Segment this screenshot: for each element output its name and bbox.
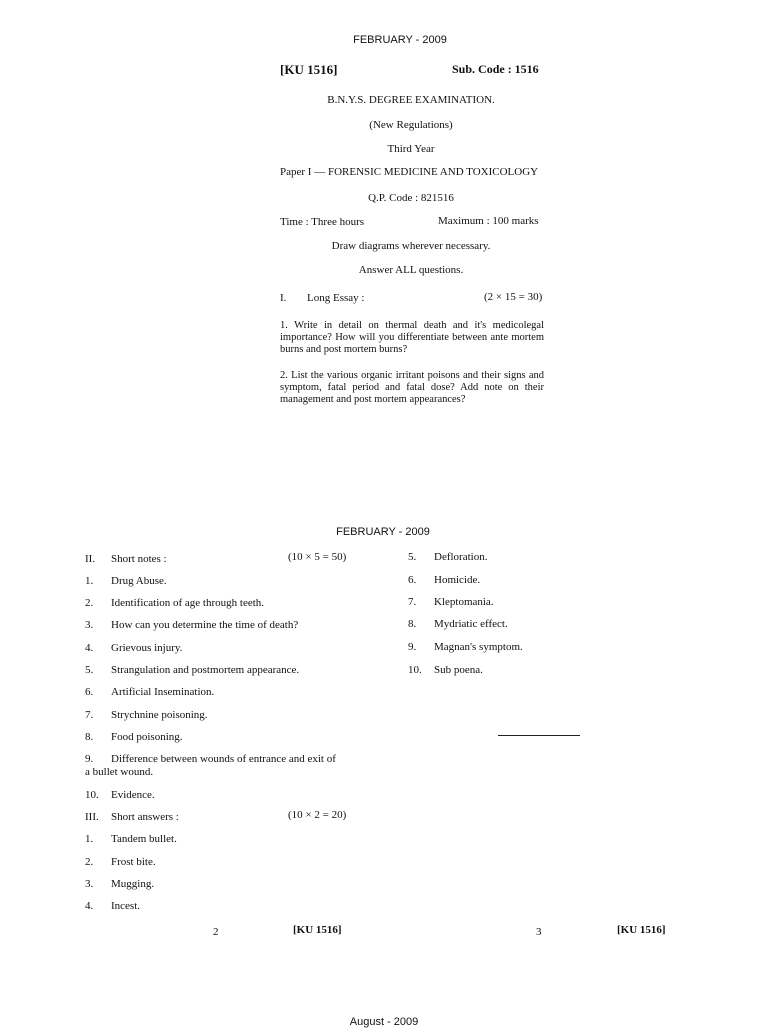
page1-header-date: FEBRUARY - 2009 bbox=[353, 34, 447, 46]
list-item: Strychnine poisoning. bbox=[111, 709, 208, 721]
paper-code: [KU 1516] bbox=[280, 62, 338, 77]
list-item: Magnan's symptom. bbox=[434, 641, 523, 653]
list-item-number: 8. bbox=[85, 731, 94, 743]
list-item: Sub poena. bbox=[434, 664, 483, 676]
list-item-number: 7. bbox=[408, 596, 417, 608]
page2-header-date: FEBRUARY - 2009 bbox=[336, 526, 430, 538]
list-item-number: 7. bbox=[85, 709, 94, 721]
list-item: Kleptomania. bbox=[434, 596, 494, 608]
section3-marks: (10 × 2 = 20) bbox=[288, 809, 347, 821]
exam-title: B.N.Y.S. DEGREE EXAMINATION. bbox=[327, 94, 495, 106]
list-item-number: 2. bbox=[85, 856, 94, 868]
list-item-number: 6. bbox=[408, 574, 417, 586]
footer-right-code: [KU 1516] bbox=[617, 924, 666, 936]
list-item: Incest. bbox=[111, 900, 141, 912]
section1-marks: (2 × 15 = 30) bbox=[484, 291, 543, 303]
section1-num: I. bbox=[280, 292, 287, 304]
regulations: (New Regulations) bbox=[369, 119, 453, 131]
list-item-number: 6. bbox=[85, 686, 94, 698]
list-item: Frost bite. bbox=[111, 856, 156, 868]
list-item-number: 5. bbox=[85, 664, 94, 676]
list-item-number: 3. bbox=[85, 878, 94, 890]
footer-right-page-number: 3 bbox=[536, 926, 542, 938]
section3-num: III. bbox=[85, 811, 99, 823]
list-item: Artificial Insemination. bbox=[111, 686, 215, 698]
instruction-diagrams: Draw diagrams wherever necessary. bbox=[331, 240, 491, 252]
list-item-number: 9. bbox=[408, 641, 417, 653]
section1-title: Long Essay : bbox=[307, 292, 365, 304]
time-allowed: Time : Three hours bbox=[280, 216, 365, 228]
year: Third Year bbox=[387, 143, 435, 155]
section3-title: Short answers : bbox=[111, 811, 179, 823]
list-item: Mydriatic effect. bbox=[434, 618, 508, 630]
list-item-number: 5. bbox=[408, 551, 417, 563]
qp-code: Q.P. Code : 821516 bbox=[368, 192, 454, 204]
maximum-marks: Maximum : 100 marks bbox=[438, 215, 539, 227]
section2-num: II. bbox=[85, 553, 96, 565]
list-item: Tandem bullet. bbox=[111, 833, 177, 845]
list-item: Grievous injury. bbox=[111, 642, 183, 654]
list-item: Identification of age through teeth. bbox=[111, 597, 265, 609]
long-essay-question-1: 1. Write in detail on thermal death and it's medicolegal importance? How will you differentiate between ante mortem burns and post mortem burns? bbox=[280, 320, 544, 355]
instruction-answer-all: Answer ALL questions. bbox=[358, 264, 464, 276]
list-item: Evidence. bbox=[111, 789, 155, 801]
list-item-number: 1. bbox=[85, 833, 94, 845]
list-item: Food poisoning. bbox=[111, 731, 183, 743]
list-item-number: 3. bbox=[85, 619, 94, 631]
list-item-continuation: a bullet wound. bbox=[85, 766, 154, 778]
list-item-number: 10. bbox=[85, 789, 99, 801]
list-item-number: 10. bbox=[408, 664, 422, 676]
list-item: Mugging. bbox=[111, 878, 155, 890]
paper-title: Paper I — FORENSIC MEDICINE AND TOXICOLOGY bbox=[280, 166, 539, 178]
list-item-number: 4. bbox=[85, 900, 94, 912]
section2-title: Short notes : bbox=[111, 553, 167, 565]
list-item-number: 9. bbox=[85, 753, 94, 765]
end-of-paper-rule bbox=[498, 735, 580, 736]
footer-left-code: [KU 1516] bbox=[293, 924, 342, 936]
list-item: Drug Abuse. bbox=[111, 575, 167, 587]
list-item: How can you determine the time of death? bbox=[111, 619, 299, 631]
page3-header-date: August - 2009 bbox=[349, 1016, 419, 1028]
sub-code: Sub. Code : 1516 bbox=[452, 62, 539, 76]
list-item: Strangulation and postmortem appearance. bbox=[111, 664, 300, 676]
list-item-number: 4. bbox=[85, 642, 94, 654]
list-item-number: 8. bbox=[408, 618, 417, 630]
list-item: Difference between wounds of entrance and exit of bbox=[111, 753, 336, 765]
footer-left-page-number: 2 bbox=[213, 926, 219, 938]
list-item-number: 2. bbox=[85, 597, 94, 609]
list-item: Defloration. bbox=[434, 551, 488, 563]
list-item-number: 1. bbox=[85, 575, 94, 587]
long-essay-question-2: 2. List the various organic irritant poisons and their signs and symptom, fatal period and fatal dose? Add note on their management and post mortem appearances? bbox=[280, 370, 544, 405]
list-item: Homicide. bbox=[434, 574, 481, 586]
section2-marks: (10 × 5 = 50) bbox=[288, 551, 347, 563]
